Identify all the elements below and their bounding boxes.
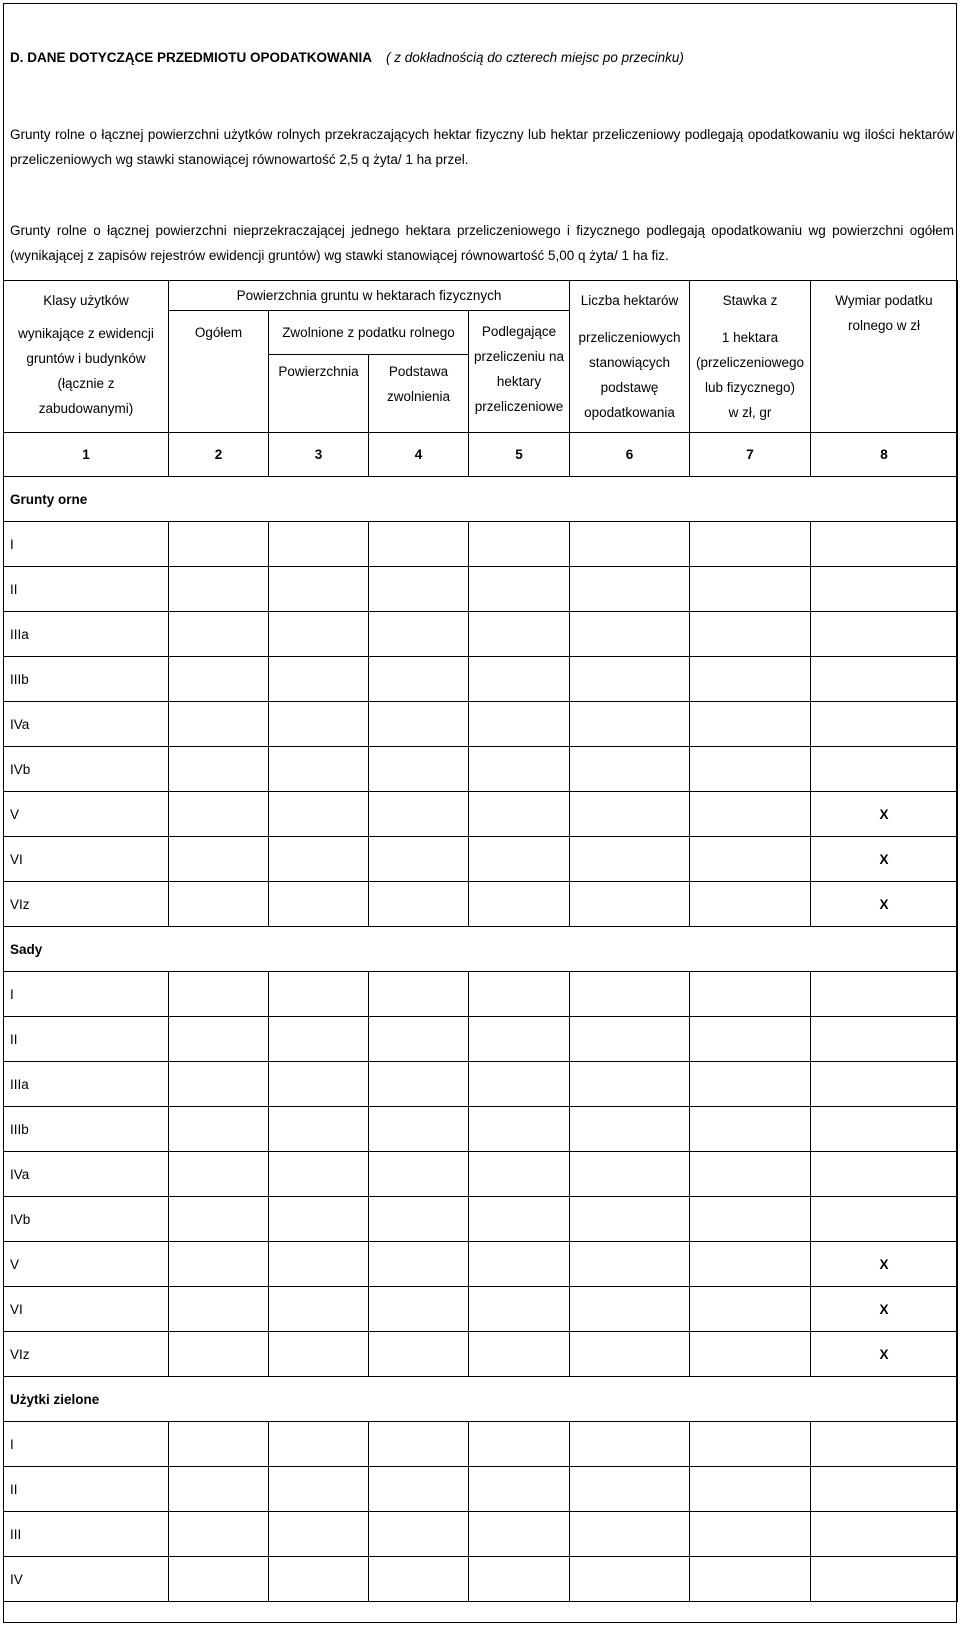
tax-amount-cell[interactable]: [811, 972, 958, 1017]
entry-cell[interactable]: [269, 1152, 369, 1197]
entry-cell[interactable]: [369, 657, 469, 702]
entry-cell[interactable]: [690, 837, 811, 882]
entry-cell[interactable]: [690, 972, 811, 1017]
entry-cell[interactable]: [269, 657, 369, 702]
table-row: [4, 972, 958, 1017]
header-subject-to-conversion: [469, 311, 570, 433]
entry-cell[interactable]: [690, 792, 811, 837]
table-row: [4, 1062, 958, 1107]
header-hectares-line1: Liczba hektarów: [580, 293, 679, 308]
entry-cell[interactable]: [269, 702, 369, 747]
entry-cell[interactable]: [469, 1287, 570, 1332]
entry-cell[interactable]: [469, 1107, 570, 1152]
entry-cell[interactable]: [690, 612, 811, 657]
entry-cell[interactable]: [269, 1332, 369, 1377]
entry-cell[interactable]: [169, 1422, 269, 1467]
entry-cell[interactable]: [269, 1242, 369, 1287]
header-rate-line: 1 hektara: [721, 330, 779, 345]
entry-cell[interactable]: [690, 1107, 811, 1152]
entry-cell[interactable]: [369, 882, 469, 927]
entry-cell[interactable]: [570, 1197, 690, 1242]
entry-cell[interactable]: [369, 567, 469, 612]
land-class-label: III: [4, 1512, 169, 1557]
entry-cell[interactable]: [169, 1287, 269, 1332]
entry-cell[interactable]: [469, 1062, 570, 1107]
entry-cell[interactable]: [690, 1557, 811, 1602]
land-class-label: IVb: [4, 747, 169, 792]
header-exempt: Zwolnione z podatku rolnego: [269, 311, 469, 355]
entry-cell[interactable]: [269, 1197, 369, 1242]
entry-cell[interactable]: [690, 1422, 811, 1467]
entry-cell[interactable]: [269, 882, 369, 927]
table-row: [4, 747, 958, 792]
entry-cell[interactable]: [570, 1287, 690, 1332]
entry-cell[interactable]: [369, 1512, 469, 1557]
column-number: 5: [469, 433, 570, 477]
entry-cell[interactable]: [169, 837, 269, 882]
land-class-label: IVb: [4, 1197, 169, 1242]
tax-amount-cell[interactable]: X: [811, 1332, 958, 1377]
table-row: [4, 522, 958, 567]
entry-cell[interactable]: [369, 1287, 469, 1332]
table-row: [4, 1017, 958, 1062]
column-number: 7: [690, 433, 811, 477]
land-class-label: VI: [4, 837, 169, 882]
group-header-row: [4, 927, 958, 972]
land-class-label: VIz: [4, 882, 169, 927]
entry-cell[interactable]: [169, 1197, 269, 1242]
entry-cell[interactable]: [690, 702, 811, 747]
section-title: [10, 50, 684, 65]
entry-cell[interactable]: [169, 567, 269, 612]
entry-cell[interactable]: [169, 1512, 269, 1557]
header-land-class-line1: Klasy użytków: [43, 293, 129, 308]
entry-cell[interactable]: [469, 792, 570, 837]
section-note: ( z dokładnością do czterech miejsc po przecinku): [386, 50, 684, 65]
entry-cell[interactable]: [369, 1197, 469, 1242]
column-number: 8: [811, 433, 958, 477]
land-class-label: I: [4, 1422, 169, 1467]
entry-cell[interactable]: [469, 657, 570, 702]
entry-cell[interactable]: [690, 1467, 811, 1512]
tax-amount-cell[interactable]: X: [811, 1242, 958, 1287]
entry-cell[interactable]: [169, 1242, 269, 1287]
tax-amount-cell[interactable]: [811, 1422, 958, 1467]
land-class-label: IIIb: [4, 657, 169, 702]
land-class-label: I: [4, 522, 169, 567]
header-land-class-line: gruntów i budynków: [26, 351, 146, 366]
entry-cell[interactable]: [169, 1332, 269, 1377]
entry-cell[interactable]: [690, 747, 811, 792]
land-class-label: II: [4, 1467, 169, 1512]
entry-cell[interactable]: [690, 1197, 811, 1242]
header-hectares-count: [570, 281, 690, 433]
tax-amount-cell[interactable]: [811, 1017, 958, 1062]
entry-cell[interactable]: [469, 567, 570, 612]
entry-cell[interactable]: [690, 1332, 811, 1377]
entry-cell[interactable]: [269, 1422, 369, 1467]
entry-cell[interactable]: [269, 837, 369, 882]
tax-amount-cell[interactable]: X: [811, 837, 958, 882]
header-rate: [690, 281, 811, 433]
table-row: [4, 1287, 958, 1332]
entry-cell[interactable]: [469, 522, 570, 567]
entry-cell[interactable]: [169, 1107, 269, 1152]
table-row: [4, 657, 958, 702]
entry-cell[interactable]: [469, 747, 570, 792]
header-land-class-rest: [4, 321, 168, 421]
group-header-row: [4, 477, 958, 522]
tax-calculation-table: [3, 280, 958, 1602]
header-rate-line: lub fizycznego): [704, 380, 796, 395]
tax-amount-cell[interactable]: [811, 612, 958, 657]
land-class-label: V: [4, 792, 169, 837]
header-area: Powierzchnia gruntu w hektarach fizycznych: [169, 281, 570, 311]
entry-cell[interactable]: [369, 837, 469, 882]
header-land-class: [4, 281, 169, 433]
entry-cell[interactable]: [570, 567, 690, 612]
entry-cell[interactable]: [690, 1242, 811, 1287]
tax-amount-cell[interactable]: [811, 1197, 958, 1242]
entry-cell[interactable]: [369, 1107, 469, 1152]
header-exempt-basis: [369, 355, 469, 433]
entry-cell[interactable]: [570, 972, 690, 1017]
entry-cell[interactable]: [169, 612, 269, 657]
column-number: 2: [169, 433, 269, 477]
header-land-class-line: (łącznie z: [57, 376, 115, 391]
entry-cell[interactable]: [570, 522, 690, 567]
tax-amount-cell[interactable]: [811, 1062, 958, 1107]
land-class-label: V: [4, 1242, 169, 1287]
entry-cell[interactable]: [369, 1152, 469, 1197]
group-name: Grunty orne: [4, 477, 958, 522]
header-tax-amount: [811, 281, 958, 433]
entry-cell[interactable]: [469, 1242, 570, 1287]
entry-cell[interactable]: [570, 612, 690, 657]
entry-cell[interactable]: [690, 657, 811, 702]
entry-cell[interactable]: [369, 612, 469, 657]
tax-amount-cell[interactable]: [811, 1512, 958, 1557]
land-class-label: IIIa: [4, 1062, 169, 1107]
tax-amount-cell[interactable]: [811, 1557, 958, 1602]
tax-amount-cell[interactable]: [811, 702, 958, 747]
land-class-label: II: [4, 1017, 169, 1062]
tax-amount-cell[interactable]: [811, 567, 958, 612]
entry-cell[interactable]: [369, 1332, 469, 1377]
header-hectares-line: opodatkowania: [584, 405, 675, 420]
table-row: [4, 612, 958, 657]
entry-cell[interactable]: [269, 612, 369, 657]
entry-cell[interactable]: [169, 1062, 269, 1107]
entry-cell[interactable]: [169, 657, 269, 702]
header-tax-line1: Wymiar podatku: [835, 293, 933, 308]
table-row: [4, 1107, 958, 1152]
entry-cell[interactable]: [269, 1512, 369, 1557]
header-exempt-basis-line: Podstawa: [388, 364, 449, 379]
entry-cell[interactable]: [469, 972, 570, 1017]
entry-cell[interactable]: [570, 1512, 690, 1557]
section-heading: D. DANE DOTYCZĄCE PRZEDMIOTU OPODATKOWANIA: [10, 50, 372, 65]
table-row: [4, 1512, 958, 1557]
entry-cell[interactable]: [570, 1062, 690, 1107]
header-hectares-line: podstawę: [600, 380, 659, 395]
entry-cell[interactable]: [690, 522, 811, 567]
entry-cell[interactable]: [469, 1467, 570, 1512]
header-subject-to-conversion-line: Podlegające: [481, 324, 557, 339]
entry-cell[interactable]: [369, 1242, 469, 1287]
table-row: [4, 1467, 958, 1512]
entry-cell[interactable]: [369, 1557, 469, 1602]
entry-cell[interactable]: [269, 1017, 369, 1062]
tax-amount-cell[interactable]: [811, 1467, 958, 1512]
entry-cell[interactable]: [269, 1557, 369, 1602]
header-rate-line: w zł, gr: [728, 405, 772, 420]
land-class-label: IVa: [4, 702, 169, 747]
land-class-label: I: [4, 972, 169, 1017]
entry-cell[interactable]: [369, 1017, 469, 1062]
entry-cell[interactable]: [469, 1557, 570, 1602]
table-row: [4, 1557, 958, 1602]
entry-cell[interactable]: [169, 747, 269, 792]
entry-cell[interactable]: [690, 1287, 811, 1332]
entry-cell[interactable]: [469, 702, 570, 747]
header-hectares-rest: [570, 325, 689, 425]
entry-cell[interactable]: [690, 882, 811, 927]
entry-cell[interactable]: [570, 1017, 690, 1062]
header-rate-rest: [690, 325, 810, 425]
land-class-label: IVa: [4, 1152, 169, 1197]
entry-cell[interactable]: [690, 1152, 811, 1197]
table-row: [4, 792, 958, 837]
entry-cell[interactable]: [690, 567, 811, 612]
table-row: [4, 1332, 958, 1377]
entry-cell[interactable]: [369, 1467, 469, 1512]
tax-amount-cell[interactable]: [811, 747, 958, 792]
entry-cell[interactable]: [690, 1062, 811, 1107]
table-row: [4, 1242, 958, 1287]
land-class-label: IV: [4, 1557, 169, 1602]
group-header-row: [4, 1377, 958, 1422]
entry-cell[interactable]: [469, 1422, 570, 1467]
entry-cell[interactable]: [369, 747, 469, 792]
entry-cell[interactable]: [269, 522, 369, 567]
tax-amount-cell[interactable]: X: [811, 792, 958, 837]
entry-cell[interactable]: [169, 522, 269, 567]
header-rate-line: (przeliczeniowego: [695, 355, 805, 370]
table-row: [4, 1422, 958, 1467]
entry-cell[interactable]: [169, 702, 269, 747]
land-class-label: II: [4, 567, 169, 612]
entry-cell[interactable]: [169, 1467, 269, 1512]
table-row: [4, 837, 958, 882]
tax-amount-cell[interactable]: [811, 522, 958, 567]
land-class-label: VIz: [4, 1332, 169, 1377]
tax-amount-cell[interactable]: [811, 1152, 958, 1197]
entry-cell[interactable]: [570, 1422, 690, 1467]
header-subject-to-conversion-line: przeliczeniu na: [473, 349, 565, 364]
header-exempt-basis-line: zwolnienia: [386, 389, 451, 404]
entry-cell[interactable]: [570, 657, 690, 702]
header-exempt-area: Powierzchnia: [269, 355, 369, 433]
entry-cell[interactable]: [570, 1152, 690, 1197]
entry-cell[interactable]: [369, 972, 469, 1017]
entry-cell[interactable]: [690, 1017, 811, 1062]
tax-amount-cell[interactable]: X: [811, 882, 958, 927]
group-name: Sady: [4, 927, 958, 972]
table-row: [4, 1197, 958, 1242]
entry-cell[interactable]: [369, 522, 469, 567]
header-subject-to-conversion-line: przeliczeniowe: [474, 399, 564, 414]
entry-cell[interactable]: [570, 1242, 690, 1287]
header-rate-line1: Stawka z: [722, 293, 778, 308]
entry-cell[interactable]: [570, 702, 690, 747]
header-hectares-line: przeliczeniowych: [578, 330, 681, 345]
land-class-label: IIIa: [4, 612, 169, 657]
header-land-class-line: wynikające z ewidencji: [18, 326, 154, 341]
entry-cell[interactable]: [690, 1512, 811, 1557]
entry-cell[interactable]: [369, 1422, 469, 1467]
tax-amount-cell[interactable]: [811, 1107, 958, 1152]
entry-cell[interactable]: [369, 1062, 469, 1107]
entry-cell[interactable]: [269, 1467, 369, 1512]
entry-cell[interactable]: [169, 1152, 269, 1197]
column-numbers-row: [4, 433, 958, 477]
entry-cell[interactable]: [269, 972, 369, 1017]
entry-cell[interactable]: [469, 1017, 570, 1062]
entry-cell[interactable]: [169, 972, 269, 1017]
table-row: [4, 567, 958, 612]
entry-cell[interactable]: [469, 837, 570, 882]
column-number: 1: [4, 433, 169, 477]
entry-cell[interactable]: [469, 1512, 570, 1557]
header-subject-to-conversion-line: hektary: [496, 374, 542, 389]
tax-amount-cell[interactable]: X: [811, 1287, 958, 1332]
header-hectares-line: stanowiących: [588, 355, 671, 370]
entry-cell[interactable]: [469, 1332, 570, 1377]
entry-cell[interactable]: [169, 882, 269, 927]
paragraph-under-one-hectare: Grunty rolne o łącznej powierzchni nieprzekraczającej jednego hektara przeliczeniowego i fizycznego podlegają opodatkowaniu wg powierzchni ogółem (wynikającej z zapisów rejestrów ewidencji gruntów) wg stawki stanowiącej równowartość 5,00 q żyta/ 1 ha fiz.: [10, 223, 954, 263]
entry-cell[interactable]: [570, 1557, 690, 1602]
header-total: Ogółem: [169, 311, 269, 433]
entry-cell[interactable]: [570, 792, 690, 837]
header-land-class-line: zabudowanymi): [38, 401, 134, 416]
entry-cell[interactable]: [169, 792, 269, 837]
entry-cell[interactable]: [169, 1017, 269, 1062]
tax-amount-cell[interactable]: [811, 657, 958, 702]
entry-cell[interactable]: [570, 837, 690, 882]
land-class-label: VI: [4, 1287, 169, 1332]
entry-cell[interactable]: [469, 1152, 570, 1197]
column-number: 6: [570, 433, 690, 477]
entry-cell[interactable]: [369, 702, 469, 747]
column-number: 3: [269, 433, 369, 477]
table-row: [4, 1152, 958, 1197]
entry-cell[interactable]: [269, 1287, 369, 1332]
header-tax-line2: rolnego w zł: [847, 318, 921, 333]
land-class-label: IIIb: [4, 1107, 169, 1152]
group-name: Użytki zielone: [4, 1377, 958, 1422]
entry-cell[interactable]: [570, 882, 690, 927]
entry-cell[interactable]: [369, 792, 469, 837]
entry-cell[interactable]: [570, 1107, 690, 1152]
entry-cell[interactable]: [570, 747, 690, 792]
entry-cell[interactable]: [469, 612, 570, 657]
entry-cell[interactable]: [169, 1557, 269, 1602]
entry-cell[interactable]: [269, 1107, 369, 1152]
entry-cell[interactable]: [269, 1062, 369, 1107]
entry-cell[interactable]: [469, 882, 570, 927]
entry-cell[interactable]: [269, 747, 369, 792]
table-row: [4, 882, 958, 927]
paragraph-over-one-hectare: Grunty rolne o łącznej powierzchni użytków rolnych przekraczających hektar fizyczny lub hektar przeliczeniowy podlegają opodatkowaniu wg ilości hektarów przeliczeniowych wg stawki stanowiącej równowartość 2,5 q żyta/ 1 ha przel.: [10, 127, 954, 167]
entry-cell[interactable]: [570, 1467, 690, 1512]
entry-cell[interactable]: [269, 567, 369, 612]
entry-cell[interactable]: [469, 1197, 570, 1242]
table-row: [4, 702, 958, 747]
entry-cell[interactable]: [570, 1332, 690, 1377]
column-number: 4: [369, 433, 469, 477]
entry-cell[interactable]: [269, 792, 369, 837]
